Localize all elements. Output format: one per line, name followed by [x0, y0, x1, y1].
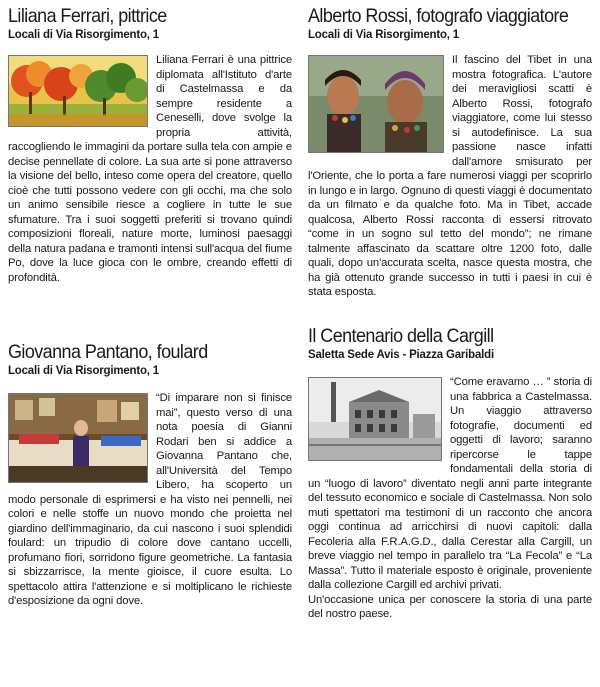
article-body: “Di imparare non si finisce mai”, questo verso di una nota poesia di Gianni Rodari ben si addice a Giovanna Pantano che, all'Università del Tempo Libero, ha scoperto un modo personale di esprimersi e ha visto nei pennelli, nei colori e nelle stoffe un nuovo mondo che proietta nel giardino dell'immaginario, da cui nascono i suoi splendidi foulard: un tripudio di colore dove cantano uccelli, profumano fiori, sorridono figure geometriche. La fantasia si sbizzarrisce, la mente gioisce, il cuore esulta. Lo spettacolo attira l'attenzione e si moltiplicano le richieste d'esposizione da ogni dove. [8, 392, 292, 607]
article-giovanna-pantano [8, 342, 292, 609]
article-body: Il fascino del Tibet in una mostra fotografica. L'autore dei meravigliosi scatti è Alberto Rossi, fotografo viaggiatore, come lui stesso si autodefinisce. La sua passione nasce infatti dall'amore smisurato per l'Oriente, che lo porta a fare numerosi viaggi per scoprirlo in lungo e in largo. Ognuno di questi viaggi è documentato da un filmato e da qualche foto. Ma in Tibet, accade qualcosa, Alberto Rossi racconta di essersi ritrovato “come in un sogno sul tetto del mondo”; ne rimane talmente affascinato da scattare oltre 1200 foto, dalle quali, dopo un'accurata scelta, nasce questa mostra, che ha già ottenuto grande successo in tutti i paesi in cui è stata esposta. [308, 54, 592, 298]
article-centenario-cargill [308, 326, 592, 622]
article-closing: Un'occasione unica per conoscere la storia di una parte del nostro paese. [308, 593, 592, 620]
article-subtitle: Locali di Via Risorgimento, 1 [8, 27, 159, 41]
article-subtitle: Locali di Via Risorgimento, 1 [8, 363, 159, 377]
article-alberto-rossi [308, 6, 592, 300]
article-body: Liliana Ferrari è una pittrice diplomata all'Istituto d'arte di Castelmassa e da sempre residente a Ceneselli, dove svolge la propria attività, raccogliendo le immagini da portare sulla tela con ampie e decise pennellate di colore. La sua arte si pone attraverso la visione del bello, inteso come opera del creatore, quello cioè che tutti possono vedere con gli occhi, ma che solo un animo sensibile riesce a cogliere in tutte le sue sfumature. Tra i suoi soggetti preferiti si trovano quindi composizioni floreali, nature morte, luminosi paesaggi della natura padana e tramonti intensi sull'acqua del fiume Po, dove la luce gioca con le ombre, creando effetti di profondità. [8, 54, 292, 284]
left-column [8, 0, 292, 607]
portrait-photo [308, 55, 444, 153]
exhibition-photo [8, 393, 148, 483]
article-title: Alberto Rossi, fotografo viaggiatore [308, 5, 569, 27]
article-subtitle: Locali di Via Risorgimento, 1 [308, 27, 459, 41]
article-liliana-ferrari [8, 6, 292, 285]
article-body: “Come eravamo … ” storia di una fabbrica a Castelmassa. Un viaggio attraverso fotografie, documenti ed oggetti di lavoro; saranno ripercorse le tappe fondamentali della storia di un “luogo di lavoro” diventato negli anni parte integrante del tessuto economico e sociale di Castelmassa. Non solo muti spettatori ma testimoni di un racconto che ancora oggi continua ad arricchirsi di nuovi capitoli: dalla Fecoleria alla F.R.A.G.D., dalla Cerestar alla Cargill, un breve viaggio nel tempo in parallelo tra “La Fecola” e “La Massa”. Tutto il materiale esposto è originale, proveniente dalla collezione Cargill ed archivi privati. [308, 376, 592, 591]
article-title: Liliana Ferrari, pittrice [8, 5, 167, 27]
painting-photo [8, 55, 148, 127]
factory-photo [308, 377, 442, 461]
article-title: Il Centenario della Cargill [308, 325, 494, 347]
right-column [308, 0, 592, 620]
article-subtitle: Saletta Sede Avis - Piazza Garibaldi [308, 347, 494, 361]
article-title: Giovanna Pantano, foulard [8, 341, 208, 363]
